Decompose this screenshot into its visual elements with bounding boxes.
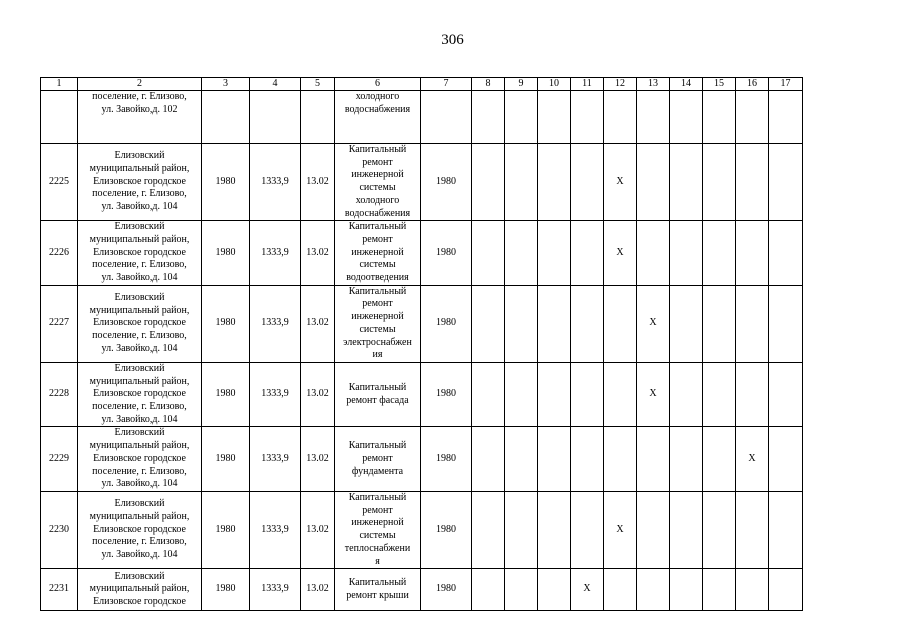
mark-cell — [538, 144, 571, 221]
mark-cell — [769, 91, 803, 144]
address-cell: Елизовский муниципальный район, Елизовское городское поселение, г. Елизово, ул. Завойко,д. 104 — [78, 285, 202, 362]
mark-cell — [538, 362, 571, 427]
mark-cell — [736, 91, 769, 144]
mark-cell — [571, 91, 604, 144]
row-number-cell: 2226 — [41, 221, 78, 286]
column-number: 17 — [769, 78, 803, 91]
table-row — [41, 491, 803, 568]
column-number: 10 — [538, 78, 571, 91]
year-cell: 1980 — [202, 285, 250, 362]
mark-cell — [571, 427, 604, 492]
address-cell: поселение, г. Елизово, ул. Завойко,д. 102 — [78, 91, 202, 144]
mark-cell — [769, 144, 803, 221]
mark-cell — [538, 569, 571, 611]
column-number: 2 — [78, 78, 202, 91]
table-row — [41, 285, 803, 362]
mark-cell — [637, 427, 670, 492]
mark-cell — [571, 491, 604, 568]
year-2-cell: 1980 — [421, 144, 472, 221]
mark-cell: X — [571, 569, 604, 611]
mark-cell — [604, 285, 637, 362]
year-2-cell — [421, 91, 472, 144]
address-cell: Елизовский муниципальный район, Елизовское городское поселение, г. Елизово, ул. Завойко,д. 104 — [78, 221, 202, 286]
mark-cell — [637, 144, 670, 221]
mark-cell — [505, 285, 538, 362]
code-cell: 13.02 — [301, 144, 335, 221]
mark-cell — [472, 569, 505, 611]
column-number: 12 — [604, 78, 637, 91]
mark-cell — [472, 285, 505, 362]
code-cell — [301, 91, 335, 144]
mark-cell — [604, 91, 637, 144]
address-cell: Елизовский муниципальный район, Елизовское городское поселение, г. Елизово, ул. Завойко,д. 104 — [78, 491, 202, 568]
address-cell: Елизовский муниципальный район, Елизовское городское поселение, г. Елизово, ул. Завойко,д. 104 — [78, 427, 202, 492]
year-cell — [202, 91, 250, 144]
column-number: 14 — [670, 78, 703, 91]
repair-register-table — [40, 77, 803, 611]
mark-cell — [505, 91, 538, 144]
column-number: 15 — [703, 78, 736, 91]
column-number: 4 — [250, 78, 301, 91]
mark-cell — [472, 91, 505, 144]
mark-cell — [538, 491, 571, 568]
mark-cell: X — [604, 144, 637, 221]
mark-cell — [505, 427, 538, 492]
mark-cell — [703, 427, 736, 492]
work-type-cell: Капитальный ремонт фасада — [335, 362, 421, 427]
column-number: 5 — [301, 78, 335, 91]
mark-cell — [769, 221, 803, 286]
mark-cell — [505, 144, 538, 221]
address-cell: Елизовский муниципальный район, Елизовское городское поселение, г. Елизово, ул. Завойко,д. 104 — [78, 144, 202, 221]
continuation-row — [41, 91, 803, 144]
mark-cell — [769, 427, 803, 492]
mark-cell: X — [604, 221, 637, 286]
mark-cell — [703, 362, 736, 427]
row-number-cell: 2228 — [41, 362, 78, 427]
row-number-cell: 2225 — [41, 144, 78, 221]
mark-cell — [736, 144, 769, 221]
code-cell: 13.02 — [301, 221, 335, 286]
mark-cell: X — [637, 362, 670, 427]
column-number: 7 — [421, 78, 472, 91]
mark-cell — [769, 491, 803, 568]
area-cell: 1333,9 — [250, 144, 301, 221]
area-cell — [250, 91, 301, 144]
code-cell: 13.02 — [301, 362, 335, 427]
table-row — [41, 569, 803, 611]
mark-cell — [571, 285, 604, 362]
table-row — [41, 427, 803, 492]
mark-cell: X — [637, 285, 670, 362]
mark-cell — [703, 144, 736, 221]
code-cell: 13.02 — [301, 569, 335, 611]
column-number: 13 — [637, 78, 670, 91]
mark-cell — [505, 569, 538, 611]
column-number: 1 — [41, 78, 78, 91]
year-cell: 1980 — [202, 569, 250, 611]
year-cell: 1980 — [202, 427, 250, 492]
mark-cell — [604, 427, 637, 492]
mark-cell — [472, 427, 505, 492]
address-cell: Елизовский муниципальный район, Елизовское городское — [78, 569, 202, 611]
table-row — [41, 221, 803, 286]
table-row — [41, 144, 803, 221]
mark-cell — [505, 221, 538, 286]
mark-cell — [538, 221, 571, 286]
year-2-cell: 1980 — [421, 285, 472, 362]
column-number: 11 — [571, 78, 604, 91]
mark-cell — [670, 91, 703, 144]
mark-cell — [670, 221, 703, 286]
mark-cell — [703, 569, 736, 611]
mark-cell — [538, 285, 571, 362]
column-number: 6 — [335, 78, 421, 91]
mark-cell — [736, 285, 769, 362]
mark-cell — [538, 91, 571, 144]
work-type-cell: Капитальный ремонт крыши — [335, 569, 421, 611]
row-number-cell: 2231 — [41, 569, 78, 611]
page-number: 306 — [441, 32, 464, 48]
area-cell: 1333,9 — [250, 569, 301, 611]
mark-cell — [637, 221, 670, 286]
mark-cell — [670, 362, 703, 427]
mark-cell: X — [604, 491, 637, 568]
column-number: 8 — [472, 78, 505, 91]
row-number-cell: 2227 — [41, 285, 78, 362]
mark-cell — [472, 362, 505, 427]
mark-cell — [571, 362, 604, 427]
mark-cell — [505, 491, 538, 568]
mark-cell — [670, 491, 703, 568]
mark-cell — [736, 569, 769, 611]
code-cell: 13.02 — [301, 427, 335, 492]
year-2-cell: 1980 — [421, 362, 472, 427]
mark-cell — [670, 285, 703, 362]
mark-cell — [571, 221, 604, 286]
work-type-cell: Капитальный ремонт инженерной системы холодного водоснабжения — [335, 144, 421, 221]
mark-cell — [703, 285, 736, 362]
mark-cell — [736, 221, 769, 286]
address-cell: Елизовский муниципальный район, Елизовское городское поселение, г. Елизово, ул. Завойко,д. 104 — [78, 362, 202, 427]
mark-cell — [703, 221, 736, 286]
mark-cell — [472, 144, 505, 221]
mark-cell — [736, 362, 769, 427]
mark-cell — [472, 221, 505, 286]
year-2-cell: 1980 — [421, 491, 472, 568]
area-cell: 1333,9 — [250, 427, 301, 492]
mark-cell — [637, 491, 670, 568]
year-cell: 1980 — [202, 362, 250, 427]
mark-cell — [769, 569, 803, 611]
work-type-cell: Капитальный ремонт инженерной системы теплоснабжени я — [335, 491, 421, 568]
mark-cell: X — [736, 427, 769, 492]
mark-cell — [637, 569, 670, 611]
code-cell: 13.02 — [301, 285, 335, 362]
mark-cell — [670, 144, 703, 221]
mark-cell — [505, 362, 538, 427]
mark-cell — [670, 427, 703, 492]
area-cell: 1333,9 — [250, 285, 301, 362]
mark-cell — [604, 362, 637, 427]
work-type-cell: холодного водоснабжения — [335, 91, 421, 144]
column-number: 9 — [505, 78, 538, 91]
column-number: 16 — [736, 78, 769, 91]
mark-cell — [769, 285, 803, 362]
mark-cell — [571, 144, 604, 221]
year-cell: 1980 — [202, 144, 250, 221]
area-cell: 1333,9 — [250, 491, 301, 568]
column-number-row — [41, 78, 803, 91]
area-cell: 1333,9 — [250, 221, 301, 286]
mark-cell — [736, 491, 769, 568]
year-cell: 1980 — [202, 491, 250, 568]
row-number-cell: 2229 — [41, 427, 78, 492]
year-2-cell: 1980 — [421, 427, 472, 492]
work-type-cell: Капитальный ремонт инженерной системы водоотведения — [335, 221, 421, 286]
work-type-cell: Капитальный ремонт инженерной системы электроснабжен ия — [335, 285, 421, 362]
table-row — [41, 362, 803, 427]
mark-cell — [637, 91, 670, 144]
mark-cell — [538, 427, 571, 492]
code-cell: 13.02 — [301, 491, 335, 568]
work-type-cell: Капитальный ремонт фундамента — [335, 427, 421, 492]
mark-cell — [769, 362, 803, 427]
year-2-cell: 1980 — [421, 569, 472, 611]
row-number-cell — [41, 91, 78, 144]
column-number: 3 — [202, 78, 250, 91]
mark-cell — [703, 91, 736, 144]
area-cell: 1333,9 — [250, 362, 301, 427]
mark-cell — [604, 569, 637, 611]
row-number-cell: 2230 — [41, 491, 78, 568]
mark-cell — [670, 569, 703, 611]
mark-cell — [472, 491, 505, 568]
year-cell: 1980 — [202, 221, 250, 286]
mark-cell — [703, 491, 736, 568]
year-2-cell: 1980 — [421, 221, 472, 286]
